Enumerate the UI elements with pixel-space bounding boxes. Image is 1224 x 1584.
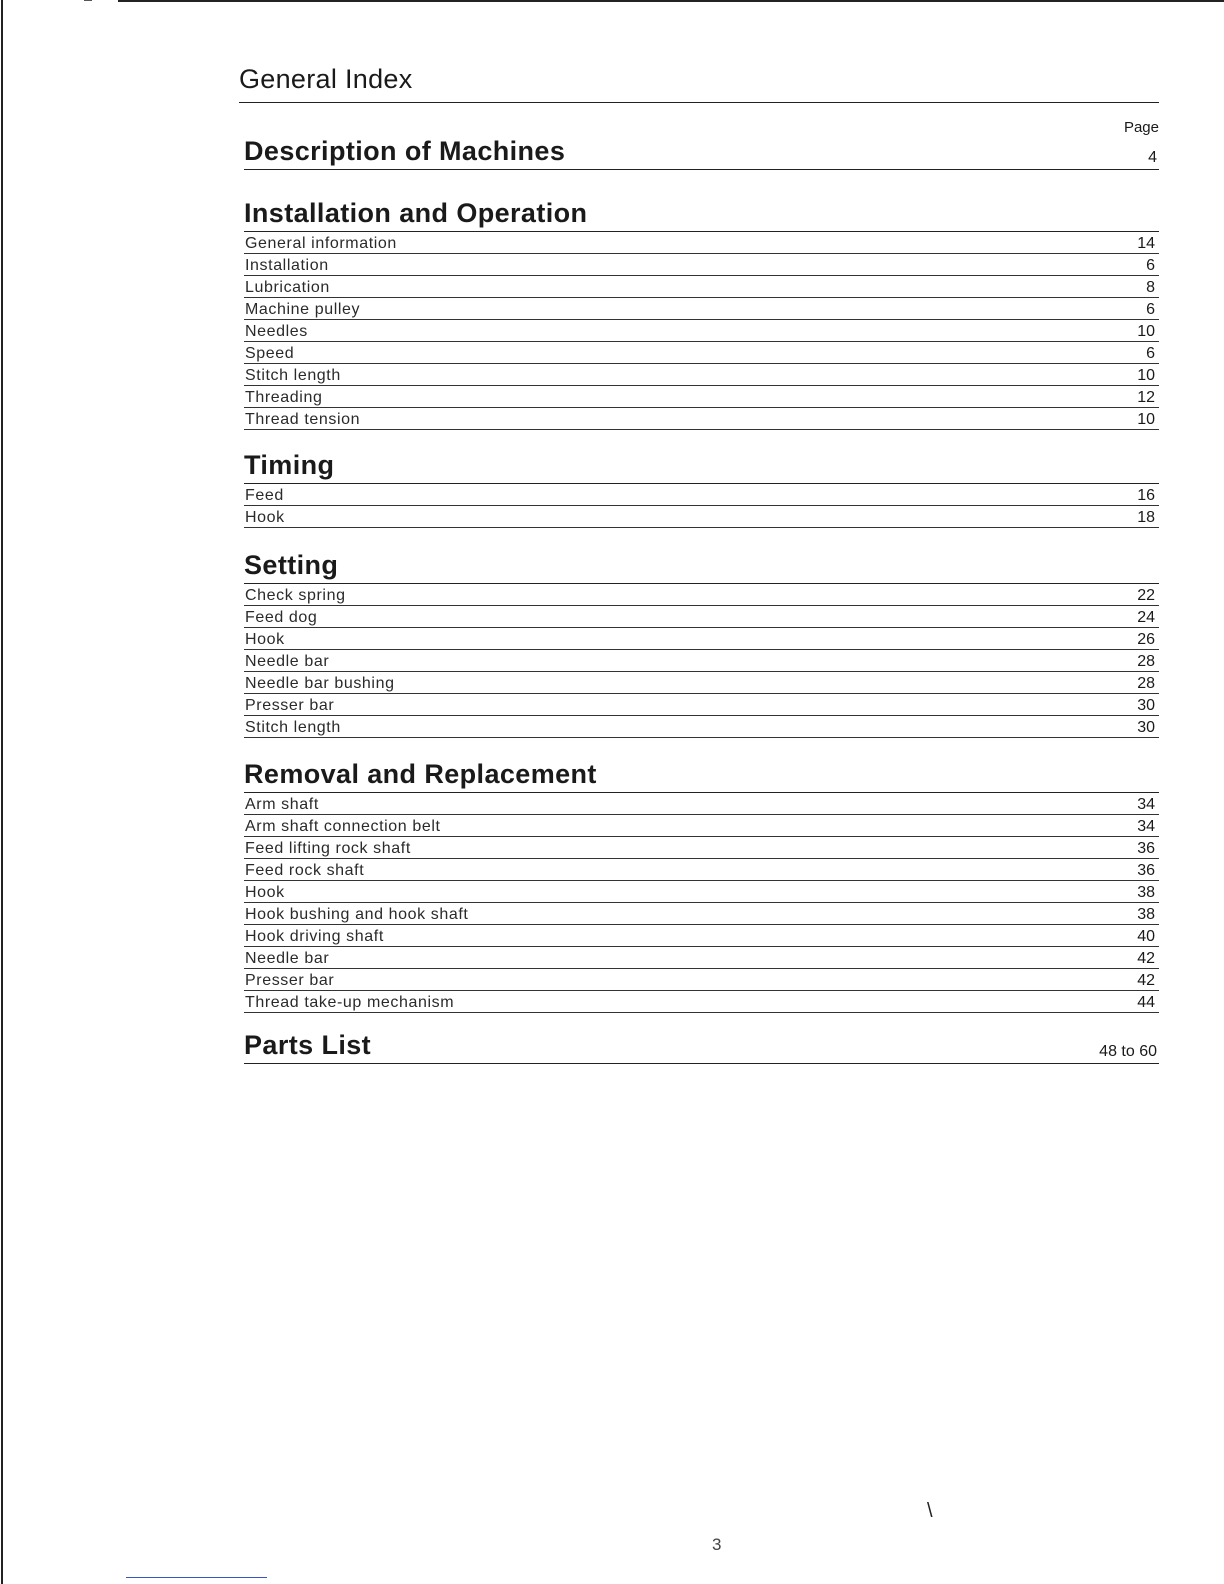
section-heading <box>244 450 1159 484</box>
index-entry <box>244 650 1159 672</box>
index-entry <box>244 506 1159 528</box>
index-entry <box>244 881 1159 903</box>
entry-label: Feed dog <box>245 609 318 626</box>
section-description-of-machines <box>244 136 1159 170</box>
scan-edge-left <box>1 0 3 1584</box>
entry-label: Arm shaft <box>245 796 319 813</box>
entry-label: Feed lifting rock shaft <box>245 840 411 857</box>
scan-edge-top-left <box>84 0 92 1</box>
entry-label: Needles <box>245 323 308 340</box>
index-entry <box>244 859 1159 881</box>
index-entry <box>244 672 1159 694</box>
section-installation-and-operation <box>244 198 1159 430</box>
section-page: 4 <box>1148 149 1157 166</box>
entry-label: Arm shaft connection belt <box>245 818 441 835</box>
entry-page: 40 <box>1137 928 1155 945</box>
entry-label: Installation <box>245 257 329 274</box>
entry-page: 24 <box>1137 609 1155 626</box>
index-entry <box>244 386 1159 408</box>
entry-page: 26 <box>1137 631 1155 648</box>
index-entry <box>244 793 1159 815</box>
entry-label: Stitch length <box>245 367 341 384</box>
section-heading <box>244 1030 1159 1064</box>
section-heading <box>244 759 1159 793</box>
index-entry <box>244 969 1159 991</box>
scan-edge-bottom-mark <box>126 1577 267 1578</box>
entry-page: 42 <box>1137 950 1155 967</box>
entry-label: Hook <box>245 884 285 901</box>
entry-page: 36 <box>1137 862 1155 879</box>
index-entry <box>244 815 1159 837</box>
section-heading <box>244 198 1159 232</box>
entry-label: Needle bar <box>245 950 330 967</box>
entry-label: Needle bar <box>245 653 330 670</box>
section-title: Removal and Replacement <box>244 759 597 789</box>
entry-page: 6 <box>1146 345 1155 362</box>
index-entry <box>244 364 1159 386</box>
page-number: 3 <box>712 1535 722 1554</box>
entry-page: 30 <box>1137 697 1155 714</box>
index-entry <box>244 276 1159 298</box>
section-heading <box>244 136 1159 170</box>
index-entry <box>244 584 1159 606</box>
entry-list <box>244 232 1159 430</box>
index-entry <box>244 628 1159 650</box>
index-entry <box>244 408 1159 430</box>
index-entry <box>244 903 1159 925</box>
entry-label: Speed <box>245 345 295 362</box>
entry-page: 28 <box>1137 675 1155 692</box>
stray-mark: \ <box>927 1500 933 1522</box>
index-entry <box>244 947 1159 969</box>
section-title: Setting <box>244 550 339 580</box>
page-column-label: Page <box>1123 119 1159 136</box>
entry-label: Hook bushing and hook shaft <box>245 906 469 923</box>
index-entry <box>244 298 1159 320</box>
entry-page: 14 <box>1137 235 1155 252</box>
entry-page: 16 <box>1137 487 1155 504</box>
entry-page: 38 <box>1137 884 1155 901</box>
index-entry <box>244 254 1159 276</box>
scan-edge-top <box>118 0 1224 2</box>
entry-label: Lubrication <box>245 279 330 296</box>
index-entry <box>244 232 1159 254</box>
entry-list <box>244 584 1159 738</box>
entry-label: Hook <box>245 631 285 648</box>
entry-label: Thread take-up mechanism <box>245 994 455 1011</box>
entry-label: Feed <box>245 487 284 504</box>
entry-page: 6 <box>1146 301 1155 318</box>
entry-page: 10 <box>1137 367 1155 384</box>
entry-page: 38 <box>1137 906 1155 923</box>
index-entry <box>244 694 1159 716</box>
entry-label: Machine pulley <box>245 301 361 318</box>
entry-page: 42 <box>1137 972 1155 989</box>
section-timing <box>244 450 1159 528</box>
index-entry <box>244 484 1159 506</box>
entry-page: 18 <box>1137 509 1155 526</box>
index-title-block <box>239 64 1159 103</box>
entry-list <box>244 793 1159 1013</box>
entry-label: Stitch length <box>245 719 341 736</box>
section-title: Installation and Operation <box>244 198 588 228</box>
section-title: Parts List <box>244 1030 372 1060</box>
entry-label: Needle bar bushing <box>245 675 395 692</box>
section-removal-and-replacement <box>244 759 1159 1013</box>
section-setting <box>244 550 1159 738</box>
entry-label: Presser bar <box>245 697 335 714</box>
entry-page: 36 <box>1137 840 1155 857</box>
index-entry <box>244 606 1159 628</box>
section-parts-list <box>244 1030 1159 1064</box>
entry-page: 10 <box>1137 323 1155 340</box>
index-entry <box>244 342 1159 364</box>
entry-page: 6 <box>1146 257 1155 274</box>
entry-page: 12 <box>1137 389 1155 406</box>
entry-label: General information <box>245 235 397 252</box>
section-title: Description of Machines <box>244 136 566 166</box>
index-entry <box>244 991 1159 1013</box>
index-entry <box>244 716 1159 738</box>
entry-label: Presser bar <box>245 972 335 989</box>
entry-label: Hook <box>245 509 285 526</box>
entry-list <box>244 484 1159 528</box>
entry-page: 34 <box>1137 796 1155 813</box>
entry-page: 30 <box>1137 719 1155 736</box>
section-page: 48 to 60 <box>1099 1043 1157 1060</box>
entry-label: Threading <box>245 389 323 406</box>
page-title: General Index <box>239 64 413 94</box>
entry-page: 28 <box>1137 653 1155 670</box>
entry-label: Thread tension <box>245 411 361 428</box>
entry-label: Feed rock shaft <box>245 862 365 879</box>
index-entry <box>244 320 1159 342</box>
entry-label: Check spring <box>245 587 346 604</box>
entry-page: 44 <box>1137 994 1155 1011</box>
entry-page: 10 <box>1137 411 1155 428</box>
index-entry <box>244 837 1159 859</box>
section-heading <box>244 550 1159 584</box>
index-entry <box>244 925 1159 947</box>
entry-page: 22 <box>1137 587 1155 604</box>
entry-page: 8 <box>1146 279 1155 296</box>
entry-page: 34 <box>1137 818 1155 835</box>
entry-label: Hook driving shaft <box>245 928 384 945</box>
section-title: Timing <box>244 450 335 480</box>
